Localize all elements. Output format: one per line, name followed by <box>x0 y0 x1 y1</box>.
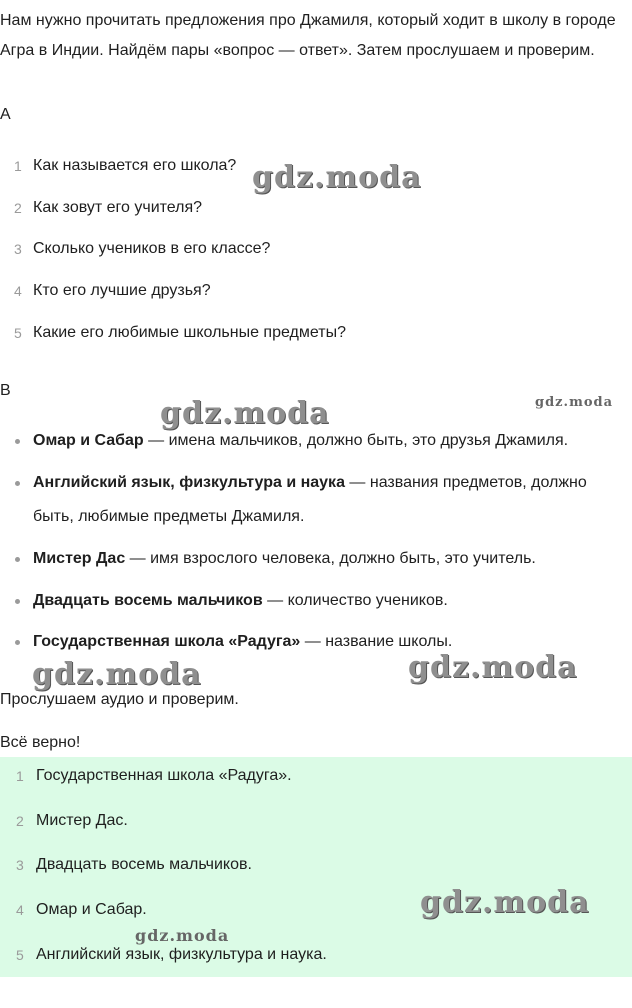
list-item <box>0 625 620 659</box>
question-text: Как зовут его учителя? <box>33 199 203 216</box>
item-number: 5 <box>14 325 22 341</box>
answer-text: Английский язык, физкультура и наука. <box>36 946 327 963</box>
bullet-icon <box>15 640 20 645</box>
answers-box <box>0 757 632 977</box>
clue-explanation: — имя взрослого человека, должно быть, это учитель. <box>125 550 536 567</box>
watermark: gdz.moda <box>535 395 614 410</box>
clue-key: Омар и Сабар <box>33 432 144 449</box>
list-item <box>0 542 620 576</box>
item-number: 4 <box>16 902 24 918</box>
item-number: 5 <box>16 947 24 963</box>
clue-explanation: — количество учеников. <box>262 592 448 609</box>
answer-text: Государственная школа «Радуга». <box>36 767 292 784</box>
section-b-label: B <box>0 382 11 399</box>
watermark: gdz.moda <box>32 657 202 692</box>
list-item <box>0 424 620 458</box>
bullet-icon <box>15 481 20 486</box>
watermark: gdz.moda <box>160 396 330 431</box>
watermark: gdz.moda <box>408 650 578 685</box>
item-number: 3 <box>16 857 24 873</box>
answer-text: Мистер Дас. <box>36 812 128 829</box>
clue-key: Английский язык, физкультура и наука <box>33 474 345 491</box>
correct-text: Всё верно! <box>0 734 81 751</box>
item-number: 3 <box>14 241 22 257</box>
question-text: Как называется его школа? <box>33 157 237 174</box>
bullet-icon <box>15 557 20 562</box>
watermark: gdz.moda <box>135 926 230 945</box>
bullet-icon <box>15 439 20 444</box>
question-text: Кто его лучшие друзья? <box>33 282 211 299</box>
clue-explanation: — названия предметов, должно быть, любимые предметы Джамиля. <box>33 474 587 525</box>
listen-text: Прослушаем аудио и проверим. <box>0 691 239 708</box>
intro-paragraph: Нам нужно прочитать предложения про Джамиля, который ходит в школу в городе Агра в Индии. Найдём пары «вопрос — ответ». Затем прослушаем и проверим. <box>0 12 616 59</box>
clue-key: Государственная школа «Радуга» <box>33 633 301 650</box>
question-text: Какие его любимые школьные предметы? <box>33 324 346 341</box>
item-number: 4 <box>14 283 22 299</box>
item-number: 1 <box>14 158 22 174</box>
bullet-icon <box>15 599 20 604</box>
watermark: gdz.moda <box>420 885 590 920</box>
watermark: gdz.moda <box>252 160 422 195</box>
clue-explanation: — название школы. <box>300 633 453 650</box>
clue-key: Мистер Дас <box>33 550 126 567</box>
section-a-label: A <box>0 106 11 123</box>
list-item <box>0 466 620 534</box>
answer-text: Омар и Сабар. <box>36 901 147 918</box>
clue-key: Двадцать восемь мальчиков <box>33 592 263 609</box>
list-item <box>0 584 620 618</box>
item-number: 2 <box>16 813 24 829</box>
item-number: 1 <box>16 768 24 784</box>
clue-explanation: — имена мальчиков, должно быть, это друзья Джамиля. <box>143 432 569 449</box>
answer-text: Двадцать восемь мальчиков. <box>36 856 252 873</box>
question-text: Сколько учеников в его классе? <box>33 240 271 257</box>
item-number: 2 <box>14 200 22 216</box>
